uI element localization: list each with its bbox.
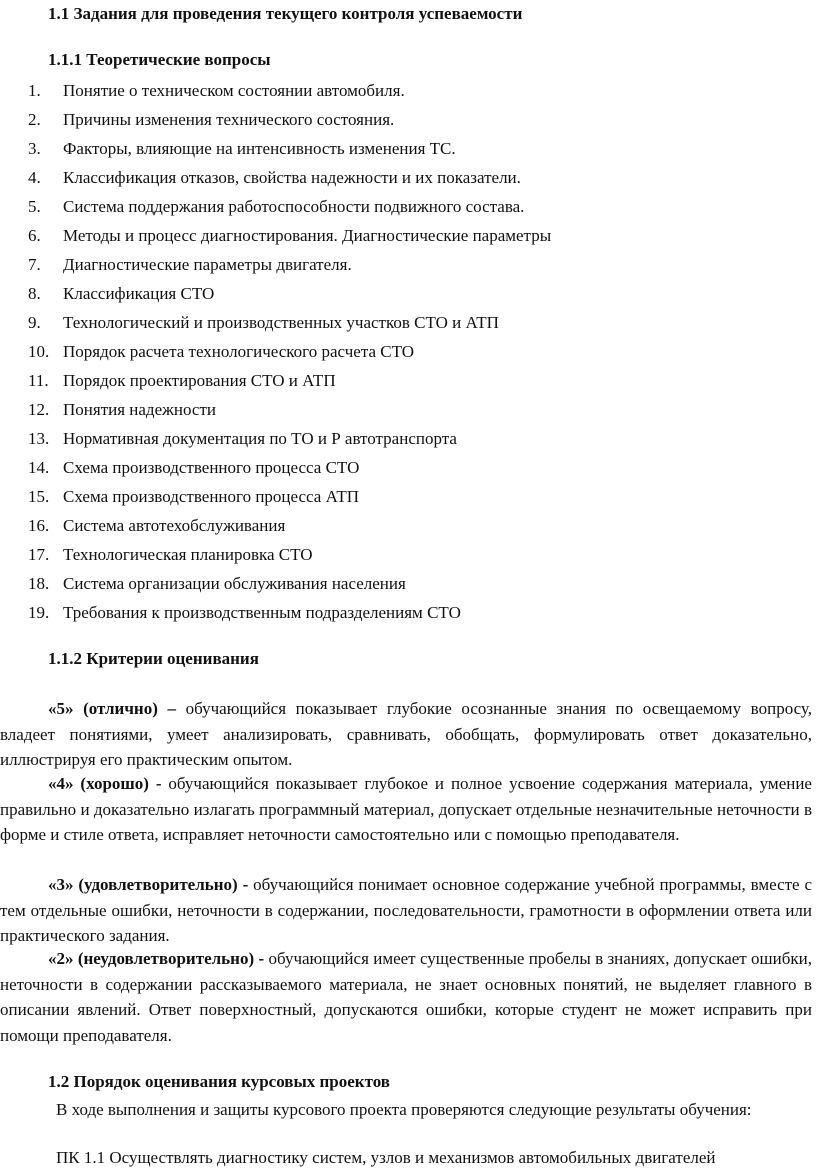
list-item-text: Причины изменения технического состояния. <box>63 110 395 129</box>
list-item-text: Понятия надежности <box>63 400 216 419</box>
list-item-text: Диагностические параметры двигателя. <box>63 255 352 274</box>
grade-label: «3» (удовлетворительно) - <box>48 875 249 894</box>
list-item-text: Система автотехобслуживания <box>63 516 286 535</box>
criteria-paragraph-3 <box>0 872 812 949</box>
criteria-paragraph-4 <box>0 771 812 848</box>
list-item-text: Порядок расчета технологического расчета СТО <box>63 342 415 361</box>
list-item-number: 12. <box>28 400 50 419</box>
list-item-number: 16. <box>28 516 50 535</box>
list-item-number: 19. <box>28 603 50 622</box>
subsection-criteria-title: 1.1.2 Критерии оценивания <box>48 649 259 668</box>
list-item <box>0 80 816 102</box>
list-item-number: 10. <box>28 342 50 361</box>
criteria-text: обучающийся показывает глубокое и полное усвоение содержания материала, умение правильно и доказательно излагать программный материал, допускает отдельные незначительные неточности в форме и стиле ответа, исправляет неточности самостоятельно или с помощью преподавателя. <box>0 774 812 844</box>
list-item <box>0 109 816 131</box>
list-item-text: Классификация отказов, свойства надежности и их показатели. <box>63 168 521 187</box>
list-item-text: Факторы, влияющие на интенсивность изменения ТС. <box>63 139 456 158</box>
criteria-text: обучающийся имеет существенные пробелы в знаниях, допускает ошибки, неточности в содержании рассказываемого материала, не знает основных понятий, не выделяет главного в описании явлений. Ответ поверхностный, допускаются ошибки, которые студент не может исправить при помощи преподавателя. <box>0 949 812 1045</box>
list-item <box>0 602 816 624</box>
list-item-text: Порядок проектирования СТО и АТП <box>63 371 336 390</box>
section-title: 1.1 Задания для проведения текущего контроля успеваемости <box>48 4 523 23</box>
list-item-number: 11. <box>28 371 49 390</box>
list-item-number: 9. <box>28 313 41 332</box>
list-item-text: Схема производственного процесса СТО <box>63 458 360 477</box>
list-item-number: 7. <box>28 255 41 274</box>
list-item <box>0 225 816 247</box>
list-item <box>0 370 816 392</box>
list-item-number: 6. <box>28 226 41 245</box>
list-item-number: 3. <box>28 139 41 158</box>
subsection-questions-title: 1.1.1 Теоретические вопросы <box>48 50 271 69</box>
list-item-number: 1. <box>28 81 41 100</box>
criteria-text: обучающийся понимает основное содержание учебной программы, вместе с тем отдельные ошибки, неточности в содержании, последовательности, грамотности в оформлении ответа или практического задания. <box>0 875 812 945</box>
section-course-title: 1.2 Порядок оценивания курсовых проектов <box>48 1072 390 1091</box>
list-item <box>0 515 816 537</box>
criteria-text: обучающийся показывает глубокие осознанные знания по освещаемому вопросу, владеет понятиями, умеет анализировать, сравнивать, обобщать, формулировать ответ доказательно, иллюстрируя его практическим опытом. <box>0 699 812 769</box>
list-item-text: Система организации обслуживания населения <box>63 574 406 593</box>
list-item-number: 17. <box>28 545 50 564</box>
list-item-text: Классификация СТО <box>63 284 215 303</box>
list-item <box>0 283 816 305</box>
list-item-text: Технологический и производственных участков СТО и АТП <box>63 313 499 332</box>
grade-label: «4» (хорошо) - <box>48 774 162 793</box>
list-item <box>0 341 816 363</box>
list-item-text: Понятие о техническом состоянии автомобиля. <box>63 81 405 100</box>
list-item <box>0 138 816 160</box>
list-item-text: Нормативная документация по ТО и Р автотранспорта <box>63 429 457 448</box>
list-item-text: Методы и процесс диагностирования. Диагностические параметры <box>63 226 552 245</box>
list-item <box>0 167 816 189</box>
list-item <box>0 312 816 334</box>
list-item-number: 4. <box>28 168 41 187</box>
course-competence-item: ПК 1.1 Осуществлять диагностику систем, узлов и механизмов автомобильных двигателей <box>56 1148 716 1167</box>
grade-label: «2» (неудовлетворительно) - <box>48 949 265 968</box>
list-item <box>0 399 816 421</box>
list-item <box>0 196 816 218</box>
list-item-number: 15. <box>28 487 50 506</box>
criteria-paragraph-2 <box>0 946 812 1048</box>
list-item <box>0 457 816 479</box>
list-item-text: Схема производственного процесса АТП <box>63 487 360 506</box>
list-item-number: 8. <box>28 284 41 303</box>
list-item-number: 5. <box>28 197 41 216</box>
list-item <box>0 254 816 276</box>
course-intro: В ходе выполнения и защиты курсового проекта проверяются следующие результаты обучения: <box>56 1100 752 1119</box>
list-item-number: 2. <box>28 110 41 129</box>
list-item-text: Система поддержания работоспособности подвижного состава. <box>63 197 525 216</box>
list-item <box>0 573 816 595</box>
list-item-text: Технологическая планировка СТО <box>63 545 313 564</box>
list-item-text: Требования к производственным подразделениям СТО <box>63 603 461 622</box>
list-item <box>0 486 816 508</box>
criteria-paragraph-5 <box>0 696 812 773</box>
list-item <box>0 544 816 566</box>
grade-label: «5» (отлично) – <box>48 699 176 718</box>
list-item-number: 13. <box>28 429 50 448</box>
list-item <box>0 428 816 450</box>
list-item-number: 14. <box>28 458 50 477</box>
list-item-number: 18. <box>28 574 50 593</box>
